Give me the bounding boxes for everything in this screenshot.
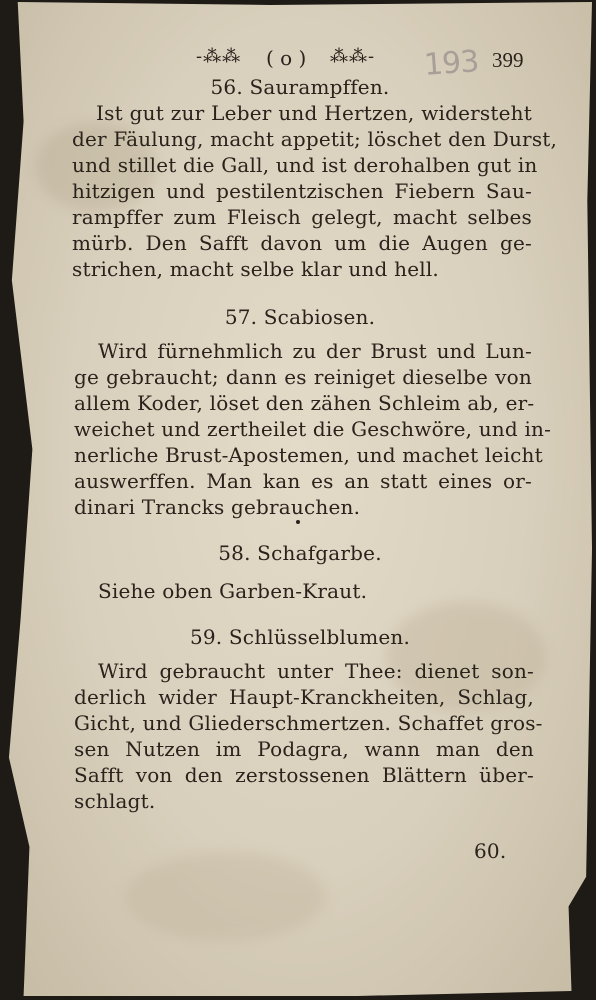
page-number: 399 [492,48,524,72]
text-line: nerliche Brust-Apostemen, und machet leicht [74,443,543,467]
text-line: Safft von den zerstossenen Blättern über- [74,763,534,787]
text-line: allem Koder, löset den zähen Schleim ab, er- [74,391,535,415]
text-line: dinari Trancks gebrauchen. [74,495,361,519]
text-line: sen Nutzen im Podagra, wann man den [74,737,534,761]
text-line: Gicht, und Gliederschmertzen. Schaffet gros- [74,711,543,735]
text-line: strichen, macht selbe klar und hell. [72,257,439,281]
text-line: mürb. Den Safft davon um die Augen ge- [72,231,532,255]
page-marker: ( o ) [266,46,307,70]
ornament-right: ⁂⁂- [330,46,376,67]
section-heading: 58. Schafgarbe. [218,541,382,565]
ink-dot [296,520,300,524]
text-line: Wird gebraucht unter Thee: dienet son- [98,659,534,683]
text-line: hitzigen und pestilentzischen Fiebern Sau- [72,179,532,203]
text-line: ge gebraucht; dann es reiniget dieselbe von [74,365,532,389]
section-heading: 57. Scabiosen. [224,305,376,329]
running-header [0,44,596,83]
text-line: Siehe oben Garben-Kraut. [98,579,368,603]
text-line: und stillet die Gall, und ist derohalben gut in [72,153,538,177]
text-line: weichet und zertheilet die Geschwöre, und in- [74,417,552,441]
text-line: der Fäulung, macht appetit; löschet den Durst, [72,127,558,151]
section-heading: 56. Saurampffen. [210,75,390,99]
text-line: Wird fürnehmlich zu der Brust und Lun- [98,339,532,363]
catchword: 60. [474,839,507,863]
ornament-left: -⁂⁂ [196,46,242,67]
text-line: derlich wider Haupt-Kranckheiten, Schlag, [74,685,534,709]
text-line: rampffer zum Fleisch gelegt, macht selbes [72,205,532,229]
section-heading: 59. Schlüsselblumen. [189,625,411,649]
text-line: Ist gut zur Leber und Hertzen, widersteht [96,101,532,125]
text-line: auswerffen. Man kan es an statt eines or- [74,469,532,493]
pencil-annotation: 193 [422,44,480,83]
text-line: schlagt. [74,789,156,813]
